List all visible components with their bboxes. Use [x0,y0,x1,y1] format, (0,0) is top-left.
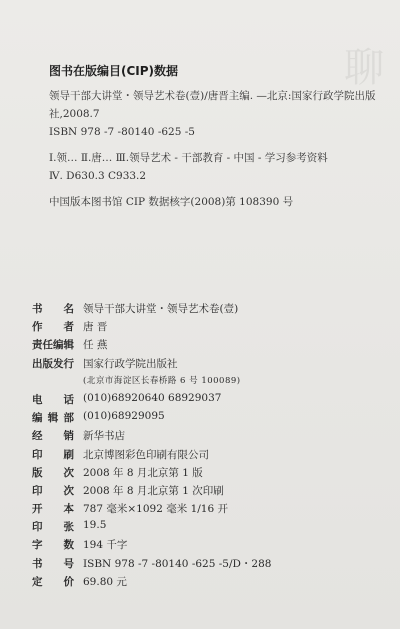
info-value: ISBN 978 -7 -80140 -625 -5/D・288 [83,557,272,570]
info-row [32,301,372,319]
info-value: 任 燕 [83,339,108,352]
info-value: 19.5 [83,519,107,532]
info-label: 经 销 [32,430,74,443]
info-row [32,574,372,592]
info-value: 787 毫米×1092 毫米 1/16 开 [83,503,228,516]
cip-spacer [49,185,379,193]
info-label: 印 张 [32,521,74,534]
info-row [32,556,372,574]
cip-record-number: 中国版本图书馆 CIP 数据核字(2008)第 108390 号 [49,196,294,208]
info-row [32,319,372,337]
info-row [32,501,372,519]
info-value: 国家行政学院出版社 [83,357,178,370]
cip-title: 图书在版编目(CIP)数据 [49,64,179,78]
info-label: 印 次 [32,484,74,497]
info-row [32,519,372,537]
info-row [32,356,372,374]
cip-spacer [49,141,379,149]
info-label: 书 号 [32,557,74,570]
info-label: 书 名 [32,303,74,315]
info-value: (010)68920640 68929037 [83,391,222,404]
info-row [32,447,372,465]
info-row [32,537,372,555]
info-label: 开 本 [32,503,74,516]
info-value: 194 千字 [83,539,128,552]
cip-subjects: Ⅰ.领… Ⅱ.唐… Ⅲ.领导艺术 - 干部教育 - 中国 - 学习参考资料 [49,152,328,164]
bleed-through-text: 聊 [344,45,386,91]
info-label: 印 刷 [32,448,74,461]
info-row [32,374,372,392]
info-value: 北京博图彩色印刷有限公司 [83,448,209,461]
info-label: 编 辑 部 [32,412,74,425]
info-value: 唐 晋 [83,321,108,334]
info-label: 定 价 [32,575,74,588]
info-value: 69.80 元 [83,575,127,588]
info-label: 电 话 [32,393,74,406]
info-value: (010)68929095 [83,410,165,423]
info-value: 领导干部大讲堂・领导艺术卷(壹) [83,303,239,315]
publication-info [32,301,372,592]
info-value: 2008 年 8 月北京第 1 次印刷 [83,484,224,497]
info-row [32,337,372,355]
info-label: 字 数 [32,539,74,552]
info-row [32,410,372,428]
info-label: 作 者 [32,321,74,334]
info-label: 责任编辑 [32,339,74,352]
info-label: 版 次 [32,466,74,479]
info-row [32,428,372,446]
info-row [32,483,372,501]
info-label: 出版发行 [32,357,74,370]
cip-line: 社,2008.7 [49,108,100,120]
info-value: 新华书店 [83,430,125,443]
info-value: 2008 年 8 月北京第 1 版 [83,466,203,479]
cip-classification: Ⅳ. D630.3 C933.2 [49,170,147,182]
info-row [32,392,372,410]
cip-line: 领导干部大讲堂・领导艺术卷(壹)/唐晋主编. —北京:国家行政学院出版 [49,90,376,102]
cip-isbn: ISBN 978 -7 -80140 -625 -5 [49,126,195,138]
info-value: (北京市海淀区长春桥路 6 号 100089) [83,375,241,386]
cip-block [49,87,379,211]
info-row [32,465,372,483]
